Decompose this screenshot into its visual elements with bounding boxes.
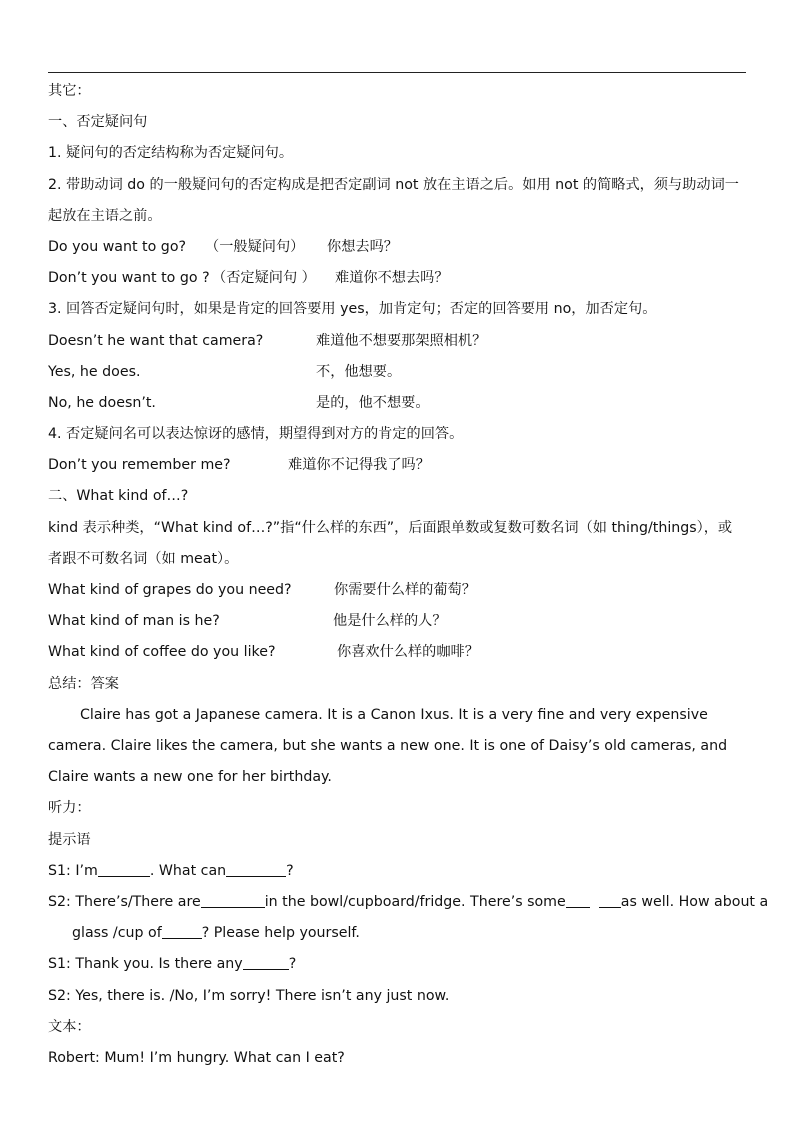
dialogue-line-s2-cont: glass /cup of ? Please help yourself.	[72, 925, 360, 942]
point-1: 1. 疑问句的否定结构称为否定疑问句。	[48, 145, 294, 162]
blank[interactable]	[243, 954, 289, 970]
example-zh: 你需要什么样的葡萄？	[334, 582, 476, 599]
example-en: Do you want to go?	[48, 238, 187, 255]
example-zh: 他是什么样的人？	[333, 613, 447, 630]
example-row	[48, 263, 748, 294]
example-en: What kind of grapes do you need?	[48, 582, 292, 599]
example-en: Yes, he does.	[48, 363, 141, 380]
example-zh: 难道他不想要那架照相机？	[316, 332, 487, 349]
example-en: Don’t you remember me?	[48, 457, 231, 474]
example-row	[48, 326, 748, 357]
example-row	[48, 606, 748, 637]
dialogue-line-s1: S1: I’m . What can ?	[48, 862, 294, 879]
part1-heading: 一、否定疑问句	[48, 114, 148, 131]
header-rule	[48, 72, 746, 73]
summary-label: 总结：答案	[48, 675, 119, 692]
example-zh: 你喜欢什么样的咖啡？	[337, 644, 479, 661]
blank[interactable]	[226, 861, 286, 877]
blank[interactable]	[98, 861, 150, 877]
part2-description: kind 表示种类，“What kind of…?”指“什么样的东西”，后面跟单数或复数可数名词（如 thing/things），或者跟不可数名词（如 meat）。	[48, 519, 733, 567]
example-zh: 难道你不记得我了吗？	[288, 457, 430, 474]
example-type: （一般疑问句）	[205, 238, 305, 255]
text-label: 文本：	[48, 1018, 91, 1035]
dialogue-line-robert: Robert: Mum! I’m hungry. What can I eat?	[48, 1049, 345, 1066]
dialogue-line-s2: S2: Yes, there is. /No, I’m sorry! There isn’t any just now.	[48, 987, 450, 1004]
example-row	[48, 637, 748, 668]
example-zh: 你想去吗？	[327, 238, 398, 255]
example-en: What kind of man is he?	[48, 613, 220, 630]
example-row	[48, 450, 748, 481]
example-zh: 不，他想要。	[316, 363, 402, 380]
section-title: 其它：	[48, 83, 91, 99]
example-row	[48, 232, 748, 263]
example-en: What kind of coffee do you like?	[48, 644, 276, 661]
blank[interactable]	[162, 923, 202, 939]
blank[interactable]	[566, 892, 590, 908]
dialogue-line-s2: S2: There’s/There are in the bowl/cupboard/fridge. There’s some as well. How about a	[48, 893, 769, 910]
example-en: Doesn’t he want that camera?	[48, 332, 264, 349]
point-3: 3. 回答否定疑问句时，如果是肯定的回答要用 yes，加肯定句；否定的回答要用 no，加否定句。	[48, 301, 657, 318]
example-zh: 是的，他不想要。	[316, 394, 430, 411]
summary-text: Claire has got a Japanese camera. It is a Canon Ixus. It is a very fine and very expensive camera. Claire likes the camera, but she wants a new one. It is one of Daisy’s old cameras, and Claire wants a new one for her birthday.	[48, 706, 728, 786]
example-row	[48, 388, 748, 419]
blank[interactable]	[599, 892, 621, 908]
example-zh: 难道你不想去吗？	[335, 270, 449, 287]
example-row	[48, 575, 748, 606]
part2-heading: 二、What kind of…?	[48, 488, 189, 505]
point-2: 2. 带助动词 do 的一般疑问句的否定构成是把否定副词 not 放在主语之后。如用 not 的简略式，须与助动词一起放在主语之前。	[48, 176, 739, 224]
document-body	[48, 76, 769, 1074]
example-en: Don’t you want to go ?	[48, 270, 210, 287]
example-type: （否定疑问句 ）	[212, 270, 316, 287]
prompt-label: 提示语	[48, 831, 91, 848]
blank[interactable]	[201, 892, 265, 908]
point-4: 4. 否定疑问名可以表达惊讶的感情，期望得到对方的肯定的回答。	[48, 426, 464, 443]
example-row	[48, 357, 748, 388]
listening-label: 听力：	[48, 800, 91, 817]
dialogue-line-s1: S1: Thank you. Is there any ?	[48, 956, 297, 973]
example-en: No, he doesn’t.	[48, 394, 156, 411]
